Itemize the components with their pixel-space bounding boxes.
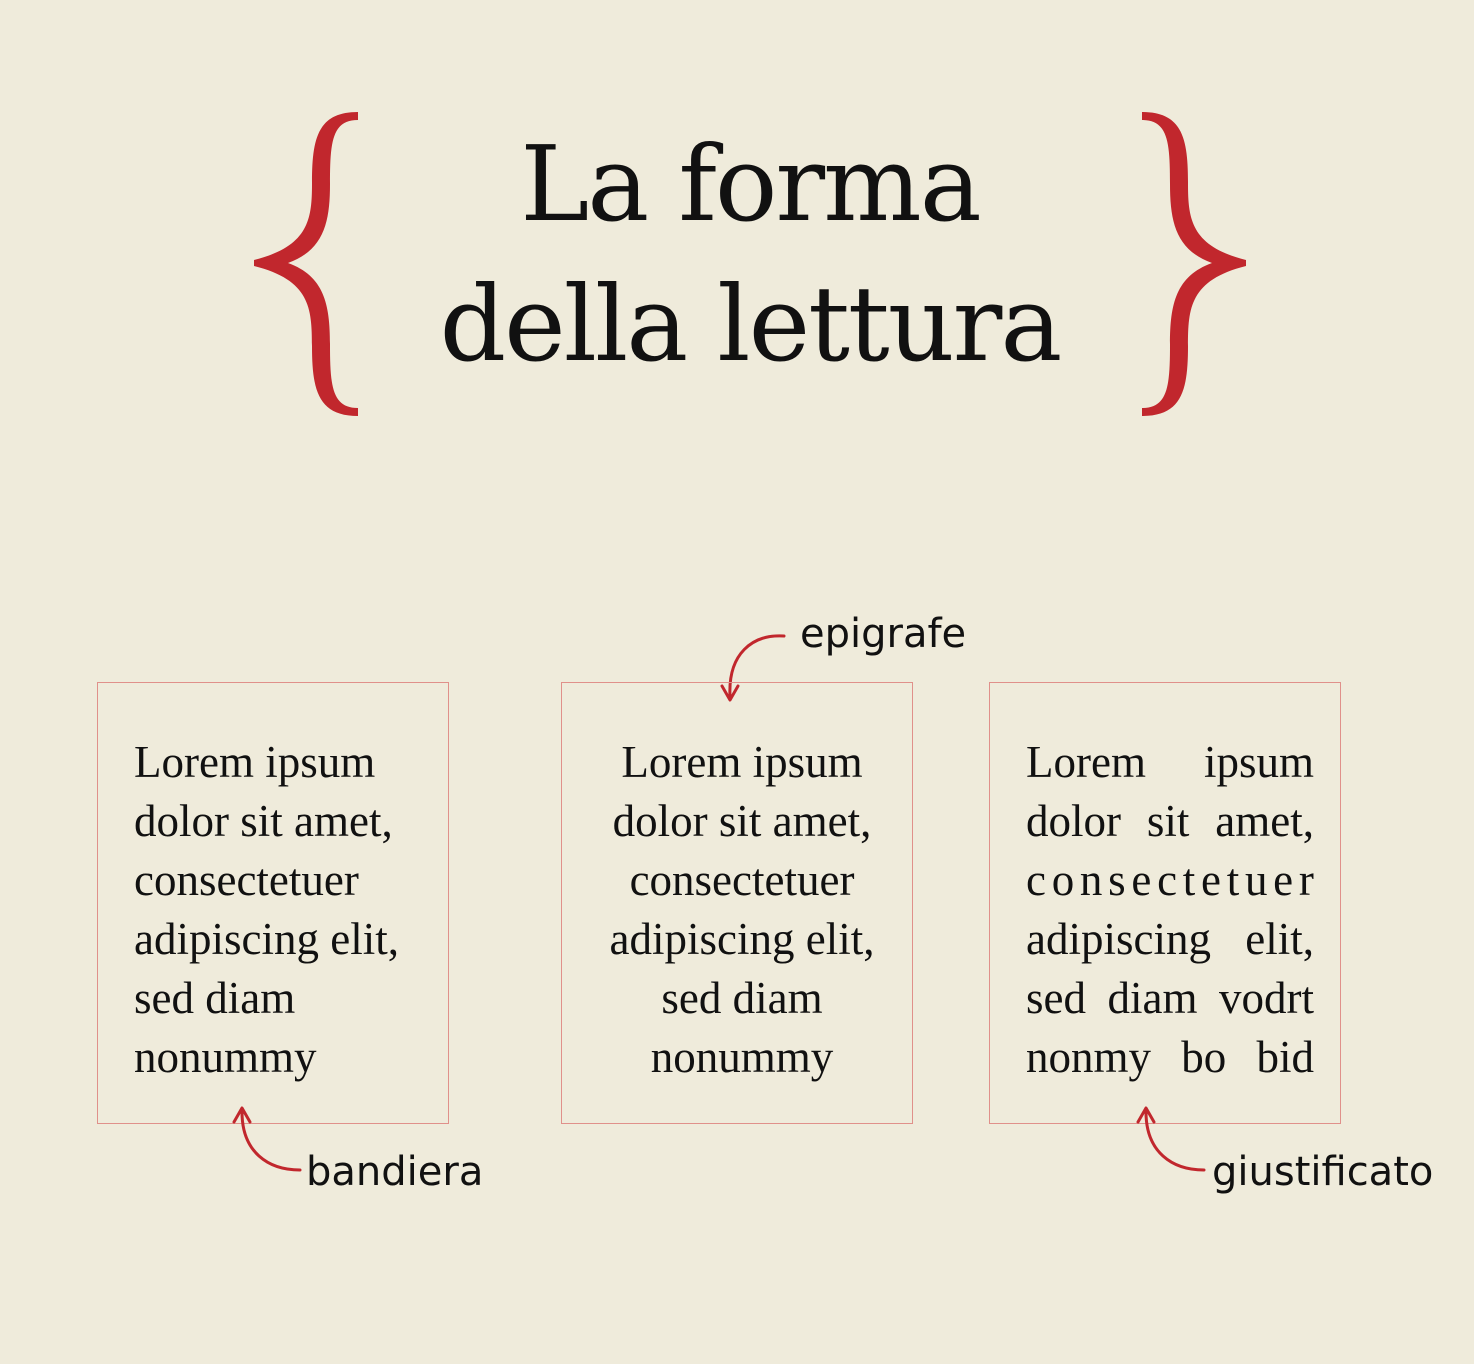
justified-word: e	[1273, 855, 1294, 905]
sample-text-right	[1026, 733, 1314, 1087]
justified-word: t	[1226, 855, 1240, 905]
left-brace-icon	[240, 100, 360, 430]
justified-word: sed	[1026, 973, 1086, 1023]
justified-word: adipiscing	[1026, 914, 1211, 964]
page-title	[360, 114, 1140, 394]
justified-word: vodrt	[1218, 973, 1314, 1023]
text-line	[1026, 910, 1314, 969]
sample-text-left	[134, 733, 422, 1087]
text-line: dolor sit amet,	[612, 796, 872, 846]
sample-box-right	[989, 682, 1341, 1124]
justified-word: sit	[1146, 796, 1190, 846]
justified-word: e	[1201, 855, 1221, 905]
text-line	[1026, 851, 1314, 910]
justified-word: o	[1051, 855, 1075, 905]
title-block	[240, 100, 1260, 430]
text-line: Lorem ipsum	[621, 737, 863, 787]
text-line	[1026, 969, 1314, 1028]
justified-word: s	[1108, 855, 1126, 905]
text-line: sed diam	[661, 973, 823, 1023]
title-line-1: La forma	[520, 123, 980, 245]
right-brace-icon	[1140, 100, 1260, 430]
arrow-giustificato-icon	[1132, 1100, 1212, 1180]
justified-word: Lorem	[1026, 737, 1146, 787]
justified-word: bo	[1181, 1032, 1227, 1082]
text-line: adipiscing elit,	[134, 914, 399, 964]
sample-box-center	[561, 682, 913, 1124]
text-line: dolor sit amet,	[134, 796, 393, 846]
text-line: nonummy	[134, 1032, 317, 1082]
text-line	[1026, 1028, 1314, 1087]
justified-word: nonmy	[1026, 1032, 1152, 1082]
justified-word: e	[1131, 855, 1152, 905]
justified-word: r	[1298, 855, 1314, 905]
text-line	[1026, 733, 1314, 792]
justified-word: bid	[1256, 1032, 1314, 1082]
text-line	[1026, 792, 1314, 851]
label-epigrafe: epigrafe	[800, 611, 967, 657]
text-line: consectetuer	[134, 855, 359, 905]
label-bandiera: bandiera	[306, 1149, 484, 1195]
justified-word: dolor	[1026, 796, 1121, 846]
text-line: consectetuer	[629, 855, 855, 905]
justified-word: n	[1079, 855, 1103, 905]
text-line: nonummy	[650, 1032, 834, 1082]
title-line-2: della lettura	[439, 263, 1061, 385]
justified-word: c	[1026, 855, 1046, 905]
label-giustificato: giustificato	[1212, 1149, 1434, 1195]
justified-word: diam	[1107, 973, 1198, 1023]
justified-word: u	[1244, 855, 1268, 905]
text-line: sed diam	[134, 973, 296, 1023]
text-line: adipiscing elit,	[609, 914, 875, 964]
text-line: Lorem ipsum	[134, 737, 376, 787]
arrow-bandiera-icon	[228, 1100, 308, 1180]
sample-box-left	[97, 682, 449, 1124]
justified-word: elit,	[1245, 914, 1314, 964]
justified-word: c	[1157, 855, 1178, 905]
justified-word: amet,	[1215, 796, 1314, 846]
justified-word: ipsum	[1203, 737, 1314, 787]
justified-word: t	[1182, 855, 1196, 905]
sample-text-center	[598, 733, 886, 1087]
